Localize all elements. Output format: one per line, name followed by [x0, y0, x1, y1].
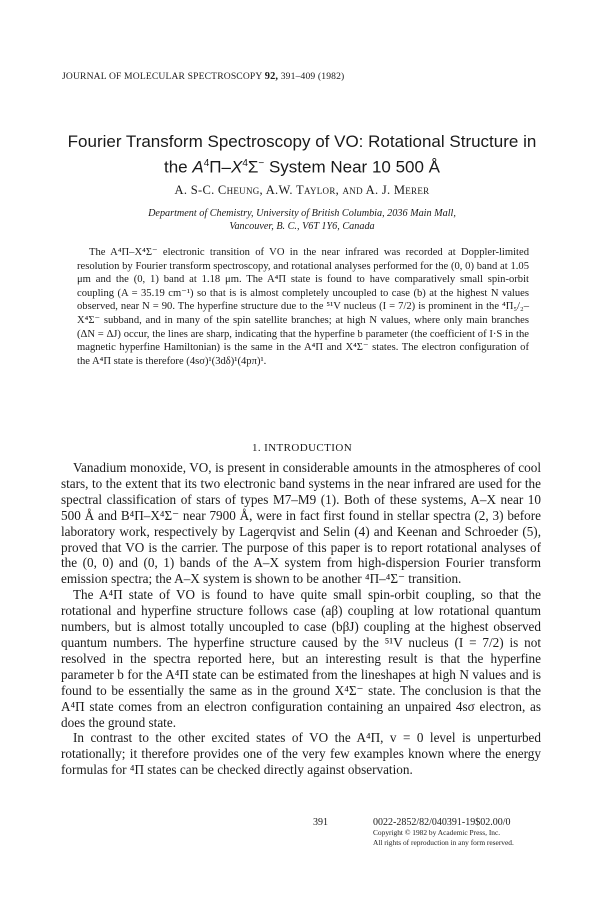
- journal-pages-year: 391–409 (1982): [280, 71, 345, 82]
- paper-title: [40, 131, 564, 179]
- title-line-1: Fourier Transform Spectroscopy of VO: Rotational Structure in: [67, 132, 537, 151]
- article-code: 0022-2852/82/040391-19$02.00/0: [373, 817, 511, 828]
- body-text: [61, 460, 541, 778]
- abstract: The A⁴Π–X⁴Σ⁻ electronic transition of VO in the near infrared was recorded at Doppler-limited resolution by Fourier transform spectroscopy, and rotational analyses performed for the (0, 0) band at 1.05 μm and the (0, 1) band at 1.18 μm. The A⁴Π state is found to have comparatively small spin-orbit coupling (A = 35.19 cm⁻¹) so that is is almost completely uncoupled to case (b) at the highest N values observed, near N = 90. The hyperfine structure due to the ⁵¹V nucleus (I = 7/2) is prominent in the ⁴Π₅/₂–X⁴Σ⁻ subband, and in many of the spin satellite branches; at high N values, where only main branches (ΔN = ΔJ) occur, the lines are sharp, indicating that the hyperfine b parameter (the coefficient of I·S in the magnetic hyperfine Hamiltonian) is the same in the A⁴Π and X⁴Σ⁻ states. The electron configuration of the A⁴Π state is therefore (4sσ)¹(3dδ)¹(4pπ)¹.: [77, 247, 529, 367]
- section-heading: 1. INTRODUCTION: [251, 442, 353, 454]
- rights-line: All rights of reproduction in any form reserved.: [373, 838, 514, 847]
- copyright-block: [373, 817, 514, 848]
- body-paragraph: Vanadium monoxide, VO, is present in considerable amounts in the atmospheres of cool stars, to the extent that its two electronic band systems in the near infrared are used for the spectral classification of stars of types M7–M9 (1). Both of these systems, A–X near 10 500 Å and B⁴Π–X⁴Σ⁻ near 7900 Å, were in fact first found in stellar spectra (2, 3) before laboratory work, respectively by Lagerqvist and Selin (4) and Keenan and Schroeder (5), proved that VO is the carrier. The purpose of this paper is to report rotational analyses of the (0, 0) and (0, 1) bands of the A–X system from high-dispersion Fourier transform emission spectra; the A–X system is shown to be another ⁴Π–⁴Σ⁻ transition.: [61, 460, 541, 587]
- page-number: 391: [313, 817, 328, 828]
- journal-header: [62, 71, 344, 82]
- affiliation-line-2: Vancouver, B. C., V6T 1Y6, Canada: [229, 221, 375, 232]
- journal-volume: 92,: [264, 71, 279, 82]
- authors: A. S-C. Cheung, A.W. Taylor, and A. J. Merer: [174, 183, 430, 197]
- journal-name: JOURNAL OF MOLECULAR SPECTROSCOPY: [62, 71, 263, 82]
- body-paragraph: The A⁴Π state of VO is found to have quite small spin-orbit coupling, so that the rotational and hyperfine structure follows case (aβ) coupling at low rotational quantum numbers, but is almost totally uncoupled to case (bβJ) coupling at the highest observed quantum numbers. The hyperfine structure caused by the ⁵¹V nucleus (I = 7/2) is not resolved in the spectra reported here, but an interesting result is that the hyperfine parameter b for the A⁴Π state can be estimated from the lineshapes at high N values and is found to be essentially the same as in the ground X⁴Σ⁻ state. The conclusion is that the A⁴Π state comes from an electron configuration containing an unpaired 4sσ electron, as does the ground state.: [61, 587, 541, 730]
- body-paragraph: In contrast to the other excited states of VO the A⁴Π, v = 0 level is unperturbed rotationally; it therefore provides one of the very few examples known where the energy formulas for ⁴Π states can be checked directly against observation.: [61, 730, 541, 778]
- affiliation: [40, 207, 564, 233]
- title-line-2: the $A^4\Pi-X^4\Sigma^-$ System Near 10 500 Å: [163, 157, 441, 177]
- affiliation-line-1: Department of Chemistry, University of British Columbia, 2036 Main Mall,: [148, 208, 456, 219]
- copyright-line: Copyright © 1982 by Academic Press, Inc.: [373, 828, 501, 837]
